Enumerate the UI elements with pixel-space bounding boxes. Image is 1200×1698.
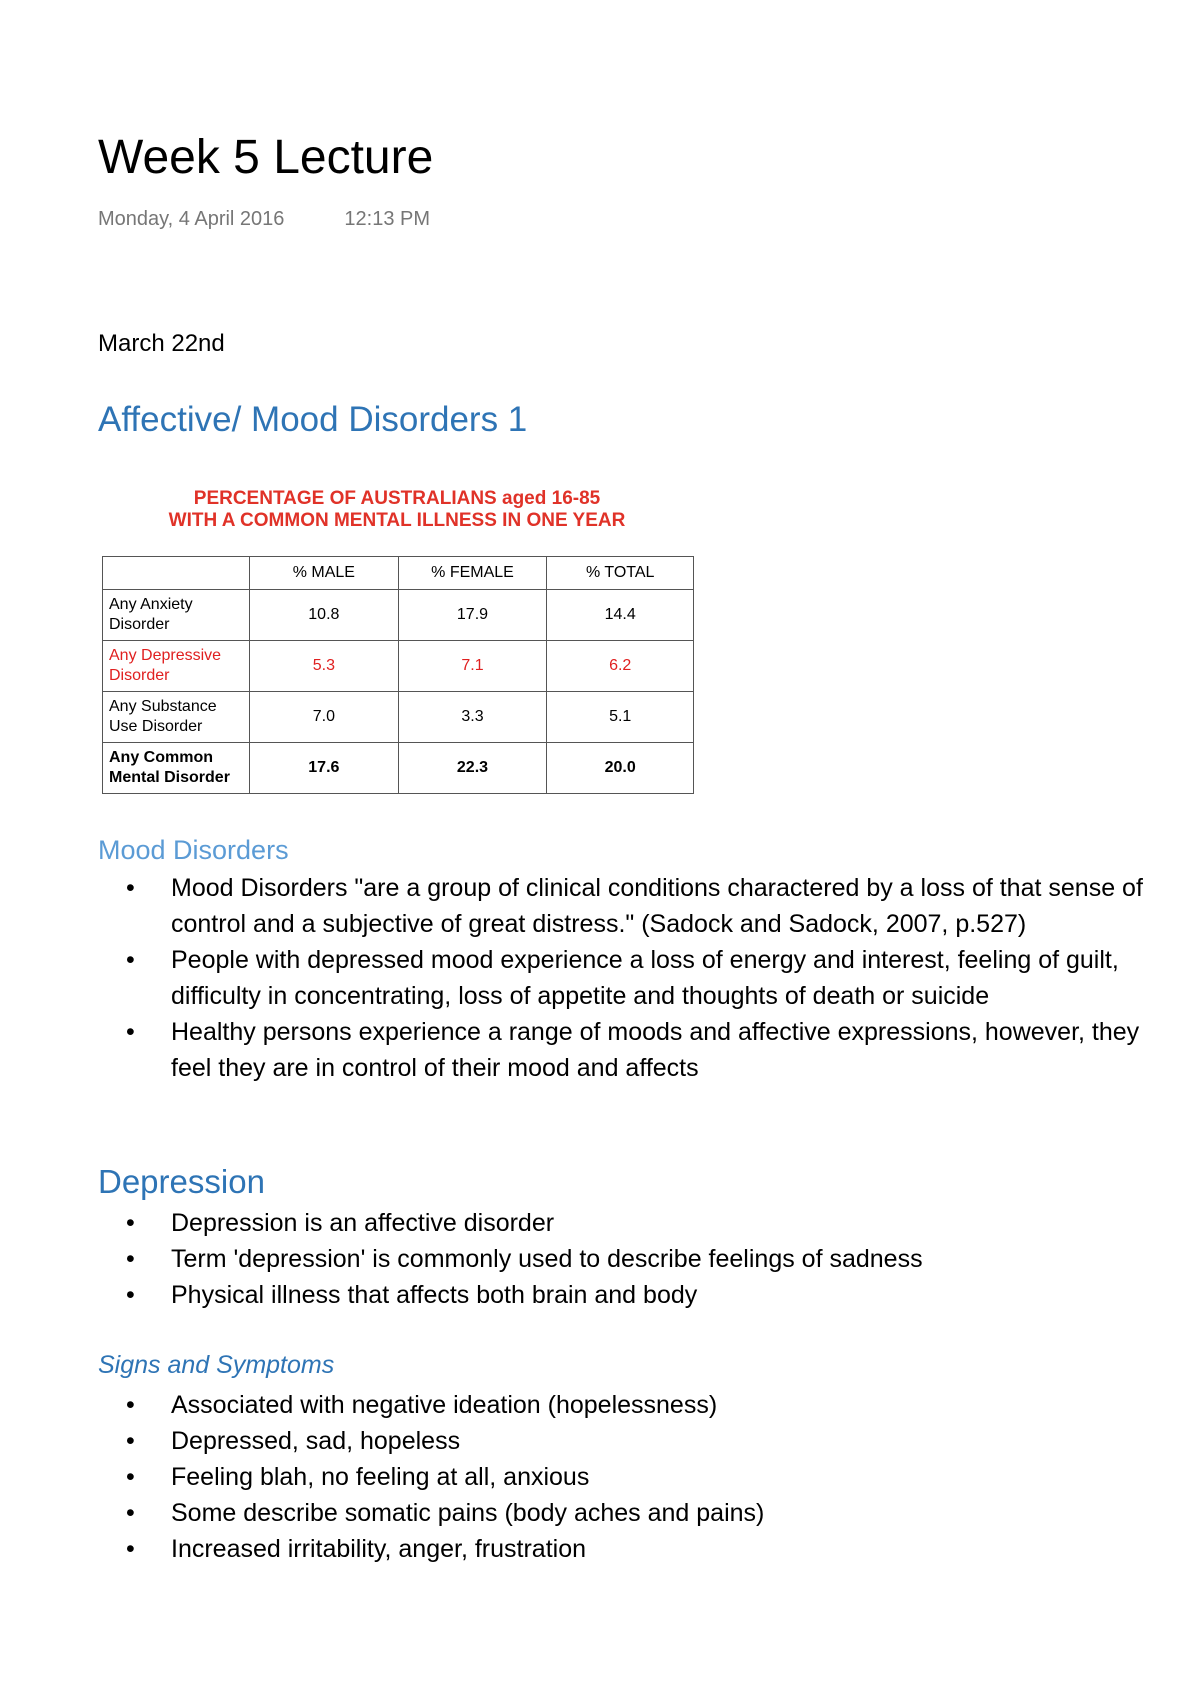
header-cell-total: % TOTAL — [547, 557, 694, 590]
list-item: • Feeling blah, no feeling at all, anxious — [98, 1459, 1158, 1495]
page-date: Monday, 4 April 2016 — [98, 208, 285, 230]
list-item: • Physical illness that affects both brain and body — [98, 1277, 1158, 1313]
row-label: Any Anxiety Disorder — [103, 590, 250, 641]
list-item: • Healthy persons experience a range of moods and affective expressions, however, they feel they are in control of their mood and affects — [98, 1014, 1158, 1086]
section-heading-mood-disorders: Mood Disorders — [98, 835, 289, 865]
section-heading-affective: Affective/ Mood Disorders 1 — [98, 400, 528, 439]
table-row-highlighted — [103, 641, 694, 692]
depression-bullet-list — [98, 1205, 1158, 1313]
header-cell-female: % FEMALE — [398, 557, 547, 590]
cell-male: 7.0 — [250, 692, 398, 743]
statistics-figure — [102, 488, 694, 786]
list-item: • Mood Disorders "are a group of clinical conditions charactered by a loss of that sense of control and a subjective of great distress." (Sadock and Sadock, 2007, p.527) — [98, 870, 1158, 942]
cell-female: 3.3 — [398, 692, 547, 743]
cell-female: 22.3 — [398, 743, 547, 794]
statistics-table — [102, 556, 694, 794]
header-cell-male: % MALE — [250, 557, 398, 590]
row-label: Any Depressive Disorder — [103, 641, 250, 692]
list-item: • People with depressed mood experience a loss of energy and interest, feeling of guilt, difficulty in concentrating, loss of appetite and thoughts of death or suicide — [98, 942, 1158, 1014]
list-item: • Associated with negative ideation (hopelessness) — [98, 1387, 1158, 1423]
cell-male: 5.3 — [250, 641, 398, 692]
list-item: • Increased irritability, anger, frustration — [98, 1531, 1158, 1567]
page-time: 12:13 PM — [344, 208, 431, 230]
table-row — [103, 692, 694, 743]
cell-total: 14.4 — [547, 590, 694, 641]
figure-title — [102, 488, 692, 532]
list-item: • Some describe somatic pains (body aches and pains) — [98, 1495, 1158, 1531]
list-item: • Depression is an affective disorder — [98, 1205, 1158, 1241]
page-timestamp — [98, 208, 430, 231]
cell-total: 5.1 — [547, 692, 694, 743]
page-title: Week 5 Lecture — [98, 131, 434, 184]
row-label: Any Common Mental Disorder — [103, 743, 250, 794]
date-note: March 22nd — [98, 330, 225, 357]
cell-male: 10.8 — [250, 590, 398, 641]
cell-total: 20.0 — [547, 743, 694, 794]
table-row — [103, 590, 694, 641]
mood-bullet-list — [98, 870, 1158, 1086]
cell-female: 7.1 — [398, 641, 547, 692]
header-cell-empty — [103, 557, 250, 590]
section-heading-depression: Depression — [98, 1163, 265, 1200]
row-label: Any Substance Use Disorder — [103, 692, 250, 743]
cell-male: 17.6 — [250, 743, 398, 794]
cell-female: 17.9 — [398, 590, 547, 641]
page-bottom-margin — [0, 1566, 1200, 1698]
section-heading-signs-symptoms: Signs and Symptoms — [98, 1351, 335, 1379]
figure-title-line-1: PERCENTAGE OF AUSTRALIANS aged 16-85 — [193, 488, 601, 509]
list-item: • Term 'depression' is commonly used to describe feelings of sadness — [98, 1241, 1158, 1277]
table-header-row — [103, 557, 694, 590]
list-item: • Depressed, sad, hopeless — [98, 1423, 1158, 1459]
cell-total: 6.2 — [547, 641, 694, 692]
table-row-summary — [103, 743, 694, 794]
figure-title-line-2: WITH A COMMON MENTAL ILLNESS IN ONE YEAR — [168, 510, 626, 531]
